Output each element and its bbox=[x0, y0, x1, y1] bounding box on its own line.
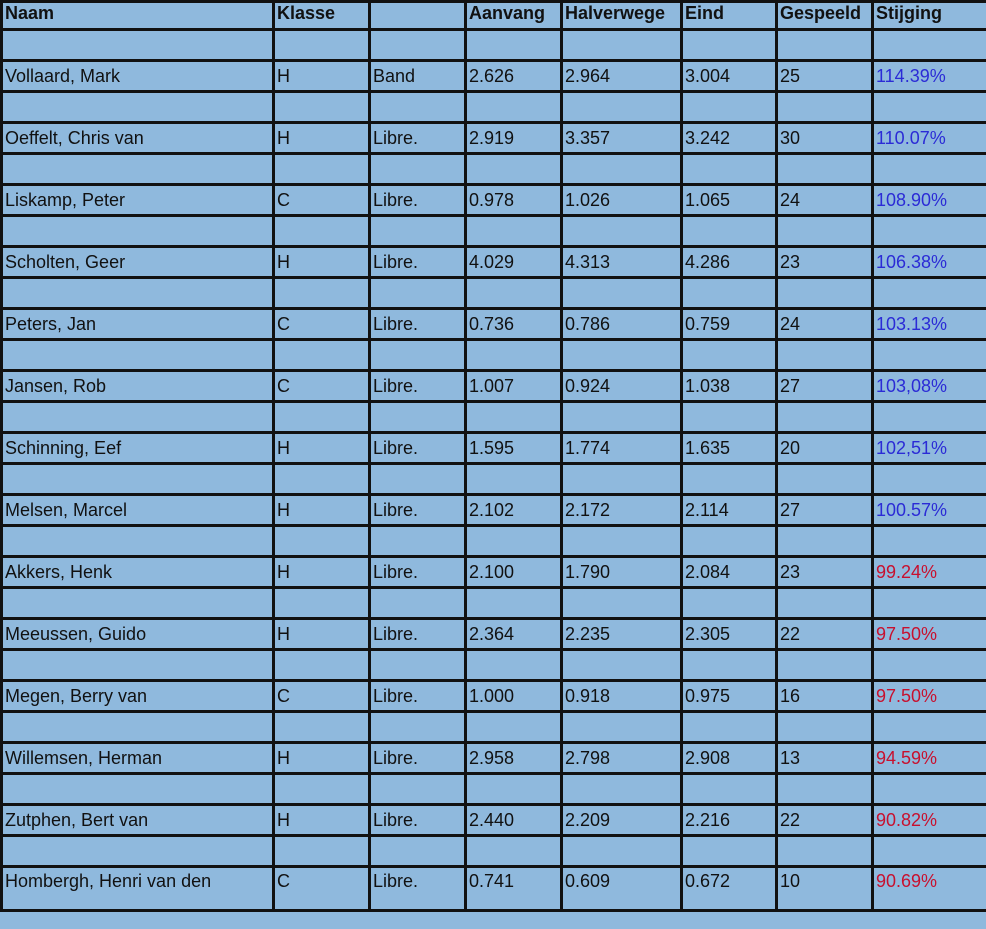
cell-aanvang: 1.000 bbox=[466, 681, 562, 712]
cell-halverwege: 0.924 bbox=[562, 371, 682, 402]
header-stijging: Stijging bbox=[873, 2, 986, 30]
empty-cell bbox=[682, 836, 777, 867]
empty-cell bbox=[682, 340, 777, 371]
table-row bbox=[2, 433, 986, 464]
cell-klasse: C bbox=[274, 309, 370, 340]
table-row bbox=[2, 309, 986, 340]
empty-cell bbox=[370, 340, 466, 371]
table-row bbox=[2, 371, 986, 402]
cell-naam: Oeffelt, Chris van bbox=[2, 123, 274, 154]
table-row bbox=[2, 557, 986, 588]
table-row bbox=[2, 867, 986, 911]
empty-cell bbox=[562, 712, 682, 743]
empty-cell bbox=[274, 340, 370, 371]
empty-cell bbox=[274, 712, 370, 743]
spacer-row bbox=[2, 650, 986, 681]
header-aanvang: Aanvang bbox=[466, 2, 562, 30]
cell-gespeeld: 30 bbox=[777, 123, 873, 154]
cell-klasse: C bbox=[274, 185, 370, 216]
cell-aanvang: 2.958 bbox=[466, 743, 562, 774]
cell-aanvang: 2.100 bbox=[466, 557, 562, 588]
cell-type: Libre. bbox=[370, 247, 466, 278]
empty-cell bbox=[466, 278, 562, 309]
empty-cell bbox=[274, 92, 370, 123]
header-eind: Eind bbox=[682, 2, 777, 30]
cell-naam: Schinning, Eef bbox=[2, 433, 274, 464]
cell-gespeeld: 20 bbox=[777, 433, 873, 464]
empty-cell bbox=[562, 588, 682, 619]
header-row bbox=[2, 2, 986, 30]
cell-halverwege: 4.313 bbox=[562, 247, 682, 278]
spacer-row bbox=[2, 30, 986, 61]
cell-aanvang: 2.919 bbox=[466, 123, 562, 154]
cell-stijging: 94.59% bbox=[873, 743, 986, 774]
spacer-row bbox=[2, 712, 986, 743]
empty-cell bbox=[466, 30, 562, 61]
cell-naam: Vollaard, Mark bbox=[2, 61, 274, 92]
empty-cell bbox=[562, 526, 682, 557]
empty-cell bbox=[873, 464, 986, 495]
empty-cell bbox=[873, 588, 986, 619]
cell-aanvang: 2.440 bbox=[466, 805, 562, 836]
header-halverwege: Halverwege bbox=[562, 2, 682, 30]
cell-eind: 1.065 bbox=[682, 185, 777, 216]
cell-type: Libre. bbox=[370, 557, 466, 588]
table-row bbox=[2, 681, 986, 712]
empty-cell bbox=[873, 216, 986, 247]
cell-halverwege: 1.774 bbox=[562, 433, 682, 464]
cell-stijging: 97.50% bbox=[873, 619, 986, 650]
cell-eind: 0.672 bbox=[682, 867, 777, 911]
table-row bbox=[2, 185, 986, 216]
cell-naam: Jansen, Rob bbox=[2, 371, 274, 402]
empty-cell bbox=[777, 30, 873, 61]
spacer-row bbox=[2, 774, 986, 805]
cell-naam: Melsen, Marcel bbox=[2, 495, 274, 526]
empty-cell bbox=[777, 650, 873, 681]
empty-cell bbox=[873, 30, 986, 61]
table-row bbox=[2, 619, 986, 650]
cell-type: Libre. bbox=[370, 371, 466, 402]
cell-type: Libre. bbox=[370, 867, 466, 911]
cell-naam: Hombergh, Henri van den bbox=[2, 867, 274, 911]
cell-halverwege: 0.609 bbox=[562, 867, 682, 911]
empty-cell bbox=[777, 154, 873, 185]
empty-cell bbox=[777, 712, 873, 743]
empty-cell bbox=[466, 712, 562, 743]
cell-eind: 2.114 bbox=[682, 495, 777, 526]
cell-halverwege: 2.798 bbox=[562, 743, 682, 774]
cell-eind: 2.216 bbox=[682, 805, 777, 836]
cell-stijging: 97.50% bbox=[873, 681, 986, 712]
cell-type: Band bbox=[370, 61, 466, 92]
header-gespeeld: Gespeeld bbox=[777, 2, 873, 30]
cell-stijging: 110.07% bbox=[873, 123, 986, 154]
cell-aanvang: 0.736 bbox=[466, 309, 562, 340]
empty-cell bbox=[777, 216, 873, 247]
cell-naam: Meeussen, Guido bbox=[2, 619, 274, 650]
empty-cell bbox=[873, 278, 986, 309]
empty-cell bbox=[274, 588, 370, 619]
table-row bbox=[2, 247, 986, 278]
empty-cell bbox=[562, 836, 682, 867]
empty-cell bbox=[2, 836, 274, 867]
cell-naam: Liskamp, Peter bbox=[2, 185, 274, 216]
cell-naam: Megen, Berry van bbox=[2, 681, 274, 712]
empty-cell bbox=[2, 30, 274, 61]
empty-cell bbox=[562, 774, 682, 805]
empty-cell bbox=[370, 154, 466, 185]
cell-halverwege: 0.918 bbox=[562, 681, 682, 712]
empty-cell bbox=[2, 588, 274, 619]
empty-cell bbox=[2, 464, 274, 495]
empty-cell bbox=[682, 712, 777, 743]
cell-naam: Willemsen, Herman bbox=[2, 743, 274, 774]
table-body bbox=[2, 2, 986, 911]
empty-cell bbox=[777, 526, 873, 557]
empty-cell bbox=[2, 278, 274, 309]
cell-eind: 0.975 bbox=[682, 681, 777, 712]
header-naam: Naam bbox=[2, 2, 274, 30]
header-type bbox=[370, 2, 466, 30]
cell-eind: 0.759 bbox=[682, 309, 777, 340]
empty-cell bbox=[2, 712, 274, 743]
empty-cell bbox=[370, 92, 466, 123]
cell-klasse: H bbox=[274, 805, 370, 836]
empty-cell bbox=[2, 92, 274, 123]
empty-cell bbox=[2, 154, 274, 185]
empty-cell bbox=[274, 464, 370, 495]
cell-gespeeld: 10 bbox=[777, 867, 873, 911]
empty-cell bbox=[370, 774, 466, 805]
empty-cell bbox=[682, 588, 777, 619]
empty-cell bbox=[682, 154, 777, 185]
empty-cell bbox=[682, 30, 777, 61]
cell-gespeeld: 25 bbox=[777, 61, 873, 92]
empty-cell bbox=[466, 216, 562, 247]
empty-cell bbox=[466, 154, 562, 185]
cell-stijging: 106.38% bbox=[873, 247, 986, 278]
empty-cell bbox=[466, 402, 562, 433]
empty-cell bbox=[873, 774, 986, 805]
empty-cell bbox=[2, 774, 274, 805]
empty-cell bbox=[370, 464, 466, 495]
cell-halverwege: 2.209 bbox=[562, 805, 682, 836]
empty-cell bbox=[2, 650, 274, 681]
empty-cell bbox=[562, 340, 682, 371]
cell-stijging: 99.24% bbox=[873, 557, 986, 588]
empty-cell bbox=[274, 526, 370, 557]
cell-klasse: H bbox=[274, 247, 370, 278]
cell-stijging: 103,08% bbox=[873, 371, 986, 402]
spacer-row bbox=[2, 402, 986, 433]
empty-cell bbox=[274, 154, 370, 185]
cell-eind: 2.084 bbox=[682, 557, 777, 588]
cell-type: Libre. bbox=[370, 309, 466, 340]
empty-cell bbox=[466, 526, 562, 557]
empty-cell bbox=[682, 278, 777, 309]
empty-cell bbox=[370, 216, 466, 247]
cell-type: Libre. bbox=[370, 743, 466, 774]
empty-cell bbox=[2, 340, 274, 371]
empty-cell bbox=[370, 650, 466, 681]
cell-type: Libre. bbox=[370, 495, 466, 526]
empty-cell bbox=[466, 650, 562, 681]
cell-stijging: 102,51% bbox=[873, 433, 986, 464]
spacer-row bbox=[2, 154, 986, 185]
cell-eind: 4.286 bbox=[682, 247, 777, 278]
empty-cell bbox=[466, 774, 562, 805]
cell-klasse: H bbox=[274, 61, 370, 92]
cell-gespeeld: 22 bbox=[777, 619, 873, 650]
empty-cell bbox=[562, 154, 682, 185]
empty-cell bbox=[370, 30, 466, 61]
empty-cell bbox=[466, 836, 562, 867]
cell-stijging: 90.69% bbox=[873, 867, 986, 911]
cell-aanvang: 2.102 bbox=[466, 495, 562, 526]
cell-stijging: 114.39% bbox=[873, 61, 986, 92]
cell-klasse: H bbox=[274, 495, 370, 526]
empty-cell bbox=[370, 278, 466, 309]
cell-halverwege: 1.790 bbox=[562, 557, 682, 588]
empty-cell bbox=[562, 92, 682, 123]
cell-klasse: H bbox=[274, 433, 370, 464]
empty-cell bbox=[562, 464, 682, 495]
cell-eind: 2.908 bbox=[682, 743, 777, 774]
empty-cell bbox=[562, 402, 682, 433]
cell-aanvang: 4.029 bbox=[466, 247, 562, 278]
spacer-row bbox=[2, 92, 986, 123]
empty-cell bbox=[777, 464, 873, 495]
empty-cell bbox=[370, 402, 466, 433]
spacer-row bbox=[2, 464, 986, 495]
empty-cell bbox=[2, 526, 274, 557]
empty-cell bbox=[274, 836, 370, 867]
empty-cell bbox=[370, 588, 466, 619]
cell-type: Libre. bbox=[370, 433, 466, 464]
empty-cell bbox=[873, 154, 986, 185]
cell-type: Libre. bbox=[370, 619, 466, 650]
empty-cell bbox=[777, 278, 873, 309]
empty-cell bbox=[370, 712, 466, 743]
cell-naam: Zutphen, Bert van bbox=[2, 805, 274, 836]
empty-cell bbox=[562, 216, 682, 247]
empty-cell bbox=[274, 774, 370, 805]
empty-cell bbox=[562, 30, 682, 61]
spacer-row bbox=[2, 836, 986, 867]
cell-klasse: H bbox=[274, 123, 370, 154]
empty-cell bbox=[466, 588, 562, 619]
empty-cell bbox=[873, 712, 986, 743]
empty-cell bbox=[873, 836, 986, 867]
empty-cell bbox=[370, 836, 466, 867]
empty-cell bbox=[777, 588, 873, 619]
spacer-row bbox=[2, 216, 986, 247]
cell-eind: 2.305 bbox=[682, 619, 777, 650]
empty-cell bbox=[873, 650, 986, 681]
cell-naam: Peters, Jan bbox=[2, 309, 274, 340]
cell-stijging: 108.90% bbox=[873, 185, 986, 216]
table-row bbox=[2, 495, 986, 526]
cell-type: Libre. bbox=[370, 805, 466, 836]
cell-eind: 1.038 bbox=[682, 371, 777, 402]
empty-cell bbox=[682, 464, 777, 495]
empty-cell bbox=[466, 340, 562, 371]
cell-gespeeld: 23 bbox=[777, 247, 873, 278]
cell-gespeeld: 24 bbox=[777, 309, 873, 340]
cell-type: Libre. bbox=[370, 185, 466, 216]
cell-gespeeld: 27 bbox=[777, 495, 873, 526]
cell-gespeeld: 13 bbox=[777, 743, 873, 774]
cell-aanvang: 1.007 bbox=[466, 371, 562, 402]
table-row bbox=[2, 61, 986, 92]
empty-cell bbox=[466, 92, 562, 123]
empty-cell bbox=[682, 402, 777, 433]
empty-cell bbox=[873, 340, 986, 371]
empty-cell bbox=[2, 216, 274, 247]
cell-type: Libre. bbox=[370, 123, 466, 154]
cell-type: Libre. bbox=[370, 681, 466, 712]
empty-cell bbox=[682, 526, 777, 557]
cell-halverwege: 3.357 bbox=[562, 123, 682, 154]
empty-cell bbox=[873, 92, 986, 123]
empty-cell bbox=[274, 650, 370, 681]
empty-cell bbox=[873, 526, 986, 557]
cell-halverwege: 2.172 bbox=[562, 495, 682, 526]
empty-cell bbox=[777, 836, 873, 867]
cell-aanvang: 0.978 bbox=[466, 185, 562, 216]
cell-eind: 3.242 bbox=[682, 123, 777, 154]
table-row bbox=[2, 805, 986, 836]
spacer-row bbox=[2, 588, 986, 619]
empty-cell bbox=[682, 650, 777, 681]
empty-cell bbox=[777, 92, 873, 123]
spacer-row bbox=[2, 340, 986, 371]
empty-cell bbox=[873, 402, 986, 433]
cell-klasse: C bbox=[274, 371, 370, 402]
cell-gespeeld: 16 bbox=[777, 681, 873, 712]
cell-aanvang: 0.741 bbox=[466, 867, 562, 911]
empty-cell bbox=[274, 30, 370, 61]
cell-naam: Scholten, Geer bbox=[2, 247, 274, 278]
empty-cell bbox=[777, 340, 873, 371]
empty-cell bbox=[562, 650, 682, 681]
header-klasse: Klasse bbox=[274, 2, 370, 30]
spacer-row bbox=[2, 526, 986, 557]
empty-cell bbox=[274, 278, 370, 309]
cell-halverwege: 2.964 bbox=[562, 61, 682, 92]
cell-aanvang: 2.364 bbox=[466, 619, 562, 650]
empty-cell bbox=[274, 402, 370, 433]
empty-cell bbox=[562, 278, 682, 309]
empty-cell bbox=[370, 526, 466, 557]
empty-cell bbox=[682, 216, 777, 247]
cell-aanvang: 1.595 bbox=[466, 433, 562, 464]
cell-halverwege: 2.235 bbox=[562, 619, 682, 650]
cell-gespeeld: 23 bbox=[777, 557, 873, 588]
empty-cell bbox=[274, 216, 370, 247]
cell-stijging: 90.82% bbox=[873, 805, 986, 836]
empty-cell bbox=[466, 464, 562, 495]
cell-gespeeld: 24 bbox=[777, 185, 873, 216]
cell-eind: 1.635 bbox=[682, 433, 777, 464]
cell-klasse: H bbox=[274, 743, 370, 774]
cell-stijging: 103.13% bbox=[873, 309, 986, 340]
cell-klasse: C bbox=[274, 681, 370, 712]
table-row bbox=[2, 743, 986, 774]
empty-cell bbox=[682, 92, 777, 123]
cell-eind: 3.004 bbox=[682, 61, 777, 92]
cell-klasse: H bbox=[274, 619, 370, 650]
cell-halverwege: 1.026 bbox=[562, 185, 682, 216]
cell-klasse: H bbox=[274, 557, 370, 588]
cell-aanvang: 2.626 bbox=[466, 61, 562, 92]
table-row bbox=[2, 123, 986, 154]
cell-klasse: C bbox=[274, 867, 370, 911]
cell-halverwege: 0.786 bbox=[562, 309, 682, 340]
cell-gespeeld: 27 bbox=[777, 371, 873, 402]
empty-cell bbox=[777, 402, 873, 433]
empty-cell bbox=[682, 774, 777, 805]
cell-stijging: 100.57% bbox=[873, 495, 986, 526]
empty-cell bbox=[777, 774, 873, 805]
cell-gespeeld: 22 bbox=[777, 805, 873, 836]
empty-cell bbox=[2, 402, 274, 433]
cell-naam: Akkers, Henk bbox=[2, 557, 274, 588]
spacer-row bbox=[2, 278, 986, 309]
